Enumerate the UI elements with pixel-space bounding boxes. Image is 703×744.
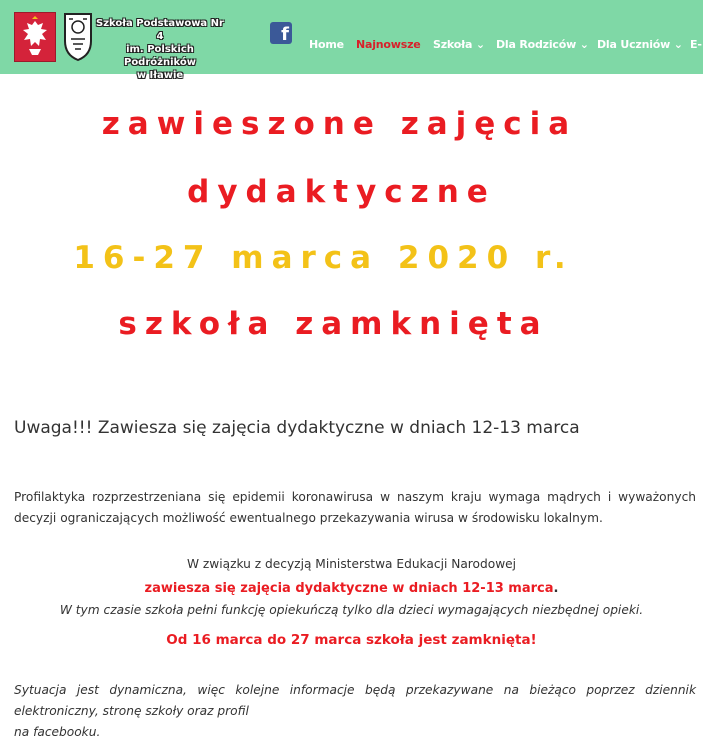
school-name-line3: w Iławie [136, 70, 184, 81]
nav-dla-uczniow[interactable]: Dla Uczniów ⌄ [597, 38, 683, 51]
school-name-line1: Szkoła Podstawowa Nr 4 [96, 18, 224, 42]
nav-e[interactable]: E- [690, 38, 702, 51]
headline-line2: dydaktyczne [187, 174, 496, 210]
suspension-notice-end: . [553, 581, 559, 596]
facebook-link-text[interactable]: na facebooku. [14, 725, 101, 739]
school-name-line2: im. Polskich Podróżników [123, 44, 197, 68]
article-paragraph-6-line1: Sytuacja jest dynamiczna, więc kolejne informacje będą przekazywane na bieżąco poprzez dziennik elektroniczny, stronę szkoły oraz profil [14, 683, 696, 718]
nav-home[interactable]: Home [309, 38, 344, 51]
school-closed-notice: Od 16 marca do 27 marca szkoła jest zamknięta! [166, 632, 537, 648]
nav-najnowsze[interactable]: Najnowsze [356, 38, 421, 51]
article-paragraph-1: Profilaktyka rozprzestrzeniana się epidemii koronawirusa w naszym kraju wymaga mądrych i wyważonych decyzji ograniczających możliwość ewentualnego przekazywania wirusa w środowisku lokalnym. [14, 490, 696, 525]
headline-line1: zawieszone zajęcia [101, 106, 578, 142]
nav-szkola[interactable]: Szkoła ⌄ [433, 38, 485, 51]
article-paragraph-3 [0, 581, 703, 596]
article-paragraph-2: W związku z decyzją Ministerstwa Edukacji Narodowej [186, 557, 517, 571]
nav-dla-rodzicow[interactable]: Dla Rodziców ⌄ [496, 38, 589, 51]
article-title: Uwaga!!! Zawiesza się zajęcia dydaktyczne w dniach 12-13 marca [14, 418, 580, 438]
poland-eagle-emblem-icon [14, 12, 56, 62]
school-crest-icon[interactable] [61, 11, 95, 63]
headline-line3: 16-27 marca 2020 r. [73, 240, 574, 276]
headline-line4: szkoła zamknięta [118, 306, 549, 342]
site-header [0, 0, 703, 81]
facebook-icon[interactable]: f [270, 22, 292, 44]
school-name[interactable] [92, 17, 228, 82]
article-paragraph-4: W tym czasie szkoła pełni funkcję opiekuńczą tylko dla dzieci wymagających niezbędnej opieki. [59, 603, 644, 617]
article-paragraph-6 [14, 680, 696, 743]
suspension-notice: zawiesza się zajęcia dydaktyczne w dniach 12-13 marca [144, 581, 554, 596]
